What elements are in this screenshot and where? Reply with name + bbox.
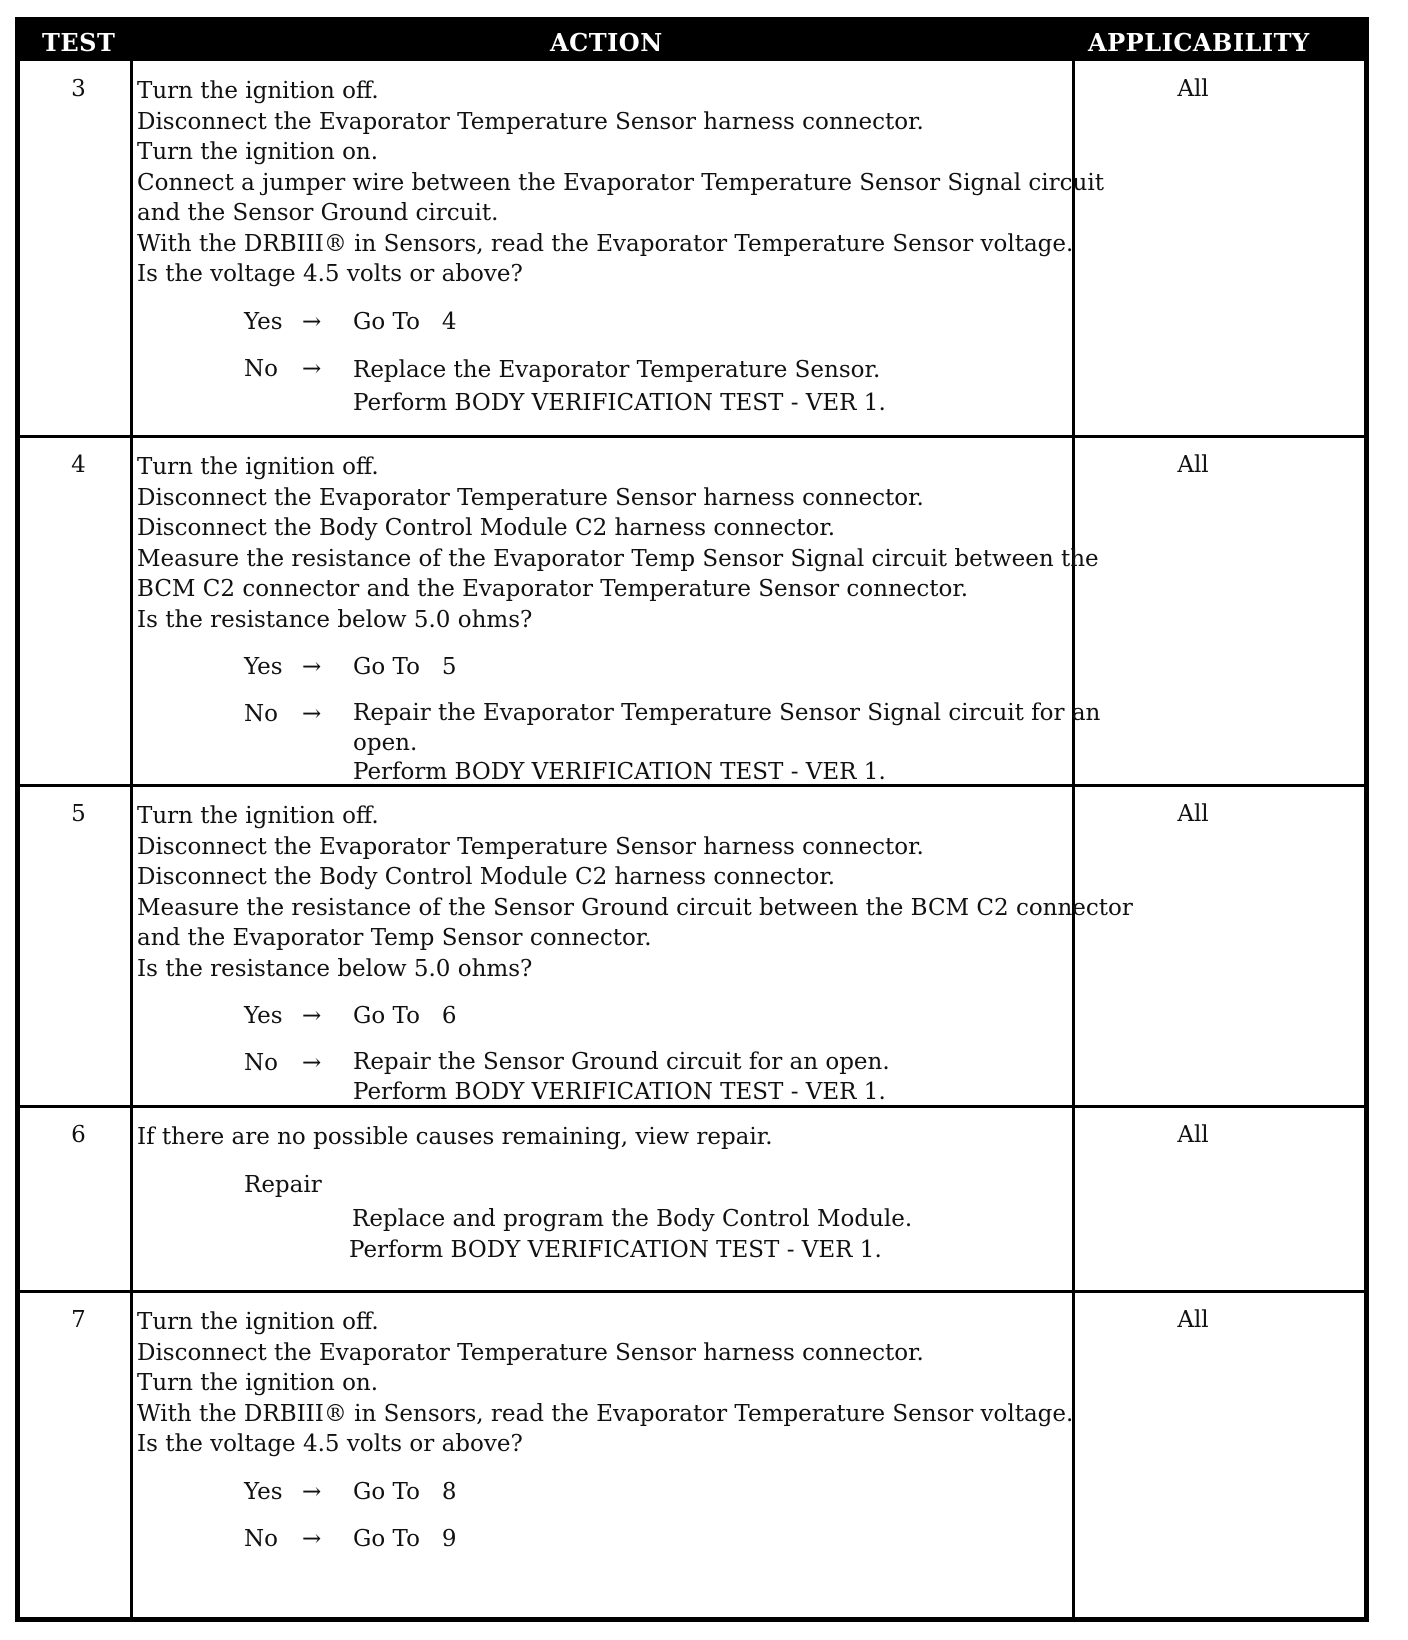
no-result: Repair the Evaporator Temperature Sensor Signal circuit for an xyxy=(353,700,1101,726)
action-line: Turn the ignition on. xyxy=(137,1370,379,1396)
arrow-right-icon: → xyxy=(302,308,322,335)
no-result: Perform BODY VERIFICATION TEST - VER 1. xyxy=(353,1078,886,1105)
action-line: Disconnect the Evaporator Temperature Sensor harness connector. xyxy=(137,108,924,135)
arrow-right-icon: → xyxy=(302,355,322,382)
header-action: ACTION xyxy=(550,28,663,57)
action-line: Is the voltage 4.5 volts or above? xyxy=(137,261,523,287)
no-result: Replace the Evaporator Temperature Sensor. xyxy=(353,356,881,383)
column-divider xyxy=(130,61,133,1617)
yes-branch xyxy=(137,307,1112,337)
action-cell xyxy=(137,452,1112,788)
test-number: 6 xyxy=(71,1122,86,1148)
action-line: Turn the ignition off. xyxy=(137,1309,379,1335)
no-branch xyxy=(137,1524,1112,1554)
arrow-right-icon: → xyxy=(302,654,322,680)
test-number: 5 xyxy=(71,801,86,827)
repair-text: Replace and program the Body Control Module. xyxy=(352,1206,913,1232)
action-line: Disconnect the Body Control Module C2 harness connector. xyxy=(137,864,836,890)
arrow-right-icon: → xyxy=(302,701,322,727)
action-line: Disconnect the Evaporator Temperature Sensor harness connector. xyxy=(137,484,924,511)
action-cell xyxy=(137,1122,1112,1265)
no-branch xyxy=(137,354,1112,420)
action-line: Turn the ignition off. xyxy=(137,803,379,829)
no-result: Repair the Sensor Ground circuit for an open. xyxy=(353,1049,890,1075)
diagnostic-table xyxy=(15,17,1369,1622)
action-line: BCM C2 connector and the Evaporator Temperature Sensor connector. xyxy=(137,576,969,602)
no-result: Go To 9 xyxy=(353,1525,457,1552)
action-line: Measure the resistance of the Evaporator Temp Sensor Signal circuit between the xyxy=(137,545,1099,572)
arrow-right-icon: → xyxy=(302,1003,322,1029)
yes-branch xyxy=(137,1001,1112,1031)
no-result: Perform BODY VERIFICATION TEST - VER 1. xyxy=(353,759,886,785)
repair-text: Perform BODY VERIFICATION TEST - VER 1. xyxy=(349,1236,882,1263)
no-label: No xyxy=(244,701,278,727)
header-applicability: APPLICABILITY xyxy=(1088,28,1310,57)
test-number: 7 xyxy=(71,1307,86,1333)
header-test: TEST xyxy=(42,28,116,57)
action-cell xyxy=(137,1307,1112,1554)
yes-result: Go To 5 xyxy=(353,654,457,680)
yes-result: Go To 4 xyxy=(353,308,457,335)
action-line: Disconnect the Evaporator Temperature Sensor harness connector. xyxy=(137,1339,924,1366)
action-line: Turn the ignition on. xyxy=(137,139,379,165)
applicability-value: All xyxy=(1177,801,1209,827)
arrow-right-icon: → xyxy=(302,1050,322,1076)
action-line: Disconnect the Evaporator Temperature Sensor harness connector. xyxy=(137,833,924,860)
row-divider xyxy=(20,435,1364,438)
action-line: With the DRBIII® in Sensors, read the Evaporator Temperature Sensor voltage. xyxy=(137,1400,1074,1427)
no-result: Perform BODY VERIFICATION TEST - VER 1. xyxy=(353,389,886,416)
action-line: With the DRBIII® in Sensors, read the Evaporator Temperature Sensor voltage. xyxy=(137,230,1074,257)
action-cell xyxy=(137,76,1112,420)
no-branch xyxy=(137,1048,1112,1107)
action-line: Turn the ignition off. xyxy=(137,78,379,104)
action-line: Connect a jumper wire between the Evaporator Temperature Sensor Signal circuit xyxy=(137,169,1104,196)
arrow-right-icon: → xyxy=(302,1478,322,1505)
test-number: 4 xyxy=(71,452,86,478)
action-line: If there are no possible causes remaining, view repair. xyxy=(137,1124,773,1150)
table-header xyxy=(20,22,1364,61)
applicability-value: All xyxy=(1177,1307,1209,1333)
yes-branch xyxy=(137,652,1112,682)
yes-result: Go To 8 xyxy=(353,1478,457,1505)
action-line: and the Evaporator Temp Sensor connector. xyxy=(137,925,652,951)
yes-label: Yes xyxy=(244,1478,283,1505)
applicability-value: All xyxy=(1177,452,1209,478)
no-branch xyxy=(137,699,1112,788)
yes-label: Yes xyxy=(244,654,283,680)
yes-branch xyxy=(137,1477,1112,1507)
test-number: 3 xyxy=(71,76,86,102)
repair-block xyxy=(137,1170,1112,1266)
row-divider xyxy=(20,1290,1364,1293)
yes-label: Yes xyxy=(244,308,283,335)
action-line: Turn the ignition off. xyxy=(137,454,379,480)
arrow-right-icon: → xyxy=(302,1525,322,1552)
no-result: open. xyxy=(353,729,418,756)
no-label: No xyxy=(244,1525,278,1552)
action-line: Measure the resistance of the Sensor Ground circuit between the BCM C2 connector xyxy=(137,894,1133,921)
no-label: No xyxy=(244,355,278,382)
yes-label: Yes xyxy=(244,1003,283,1029)
action-line: Is the resistance below 5.0 ohms? xyxy=(137,955,533,982)
applicability-value: All xyxy=(1177,76,1209,102)
action-cell xyxy=(137,801,1133,1107)
action-line: Is the resistance below 5.0 ohms? xyxy=(137,606,533,633)
no-label: No xyxy=(244,1050,278,1076)
applicability-value: All xyxy=(1177,1122,1209,1148)
action-line: and the Sensor Ground circuit. xyxy=(137,200,499,226)
yes-result: Go To 6 xyxy=(353,1003,457,1029)
action-line: Is the voltage 4.5 volts or above? xyxy=(137,1431,523,1457)
action-line: Disconnect the Body Control Module C2 harness connector. xyxy=(137,515,836,541)
repair-label: Repair xyxy=(244,1171,322,1198)
